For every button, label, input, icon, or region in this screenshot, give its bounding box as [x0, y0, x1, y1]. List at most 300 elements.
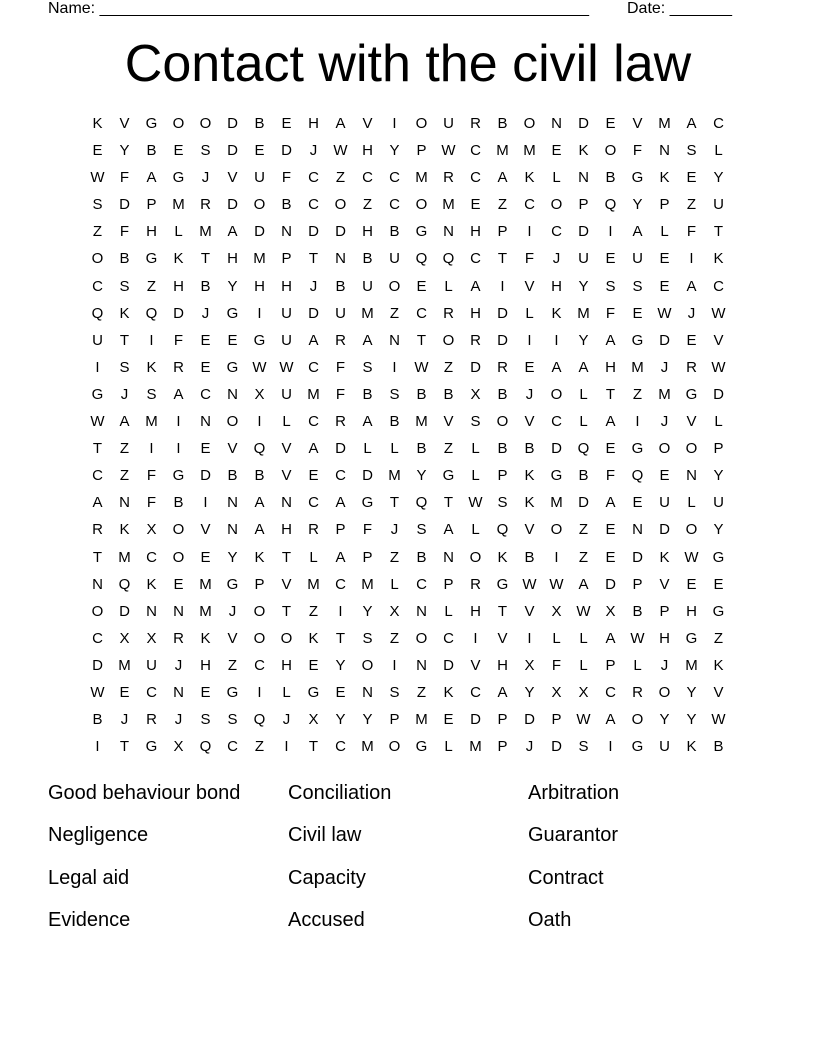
- grid-cell: S: [92, 196, 103, 214]
- grid-cell: Z: [389, 629, 400, 647]
- grid-cell: Y: [416, 467, 427, 485]
- grid-cell: O: [550, 196, 563, 214]
- grid-cell: H: [470, 602, 481, 620]
- grid-cell: N: [389, 331, 400, 349]
- grid-cell: M: [388, 467, 401, 485]
- grid-cell: B: [389, 223, 400, 241]
- grid-cell: X: [470, 385, 481, 403]
- grid-cell: O: [604, 142, 617, 160]
- grid-cell: K: [92, 115, 103, 132]
- grid-cell: M: [361, 738, 374, 756]
- grid-cell: I: [473, 629, 478, 647]
- grid-cell: G: [226, 575, 239, 593]
- grid-cell: M: [469, 738, 482, 756]
- grid-cell: W: [333, 142, 348, 160]
- grid-cell: F: [362, 521, 373, 539]
- grid-cell: O: [253, 629, 266, 647]
- grid-cell: B: [200, 277, 211, 295]
- grid-cell: G: [172, 467, 185, 485]
- grid-cell: W: [522, 575, 537, 593]
- grid-cell: Q: [415, 494, 428, 512]
- grid-cell: H: [659, 629, 670, 647]
- word-list-item: Good behaviour bond: [48, 782, 241, 804]
- grid-cell: R: [497, 358, 508, 376]
- grid-cell: M: [415, 169, 428, 187]
- grid-cell: E: [632, 494, 643, 512]
- grid-cell: D: [578, 494, 589, 512]
- grid-cell: B: [497, 440, 508, 458]
- grid-cell: A: [254, 494, 265, 512]
- grid-cell: T: [119, 331, 130, 349]
- grid-cell: S: [227, 711, 238, 729]
- grid-cell: I: [527, 331, 532, 349]
- grid-cell: A: [173, 385, 184, 403]
- grid-cell: Y: [389, 142, 400, 160]
- grid-cell: S: [362, 629, 373, 647]
- grid-cell: K: [713, 250, 724, 268]
- grid-cell: K: [173, 250, 184, 268]
- word-list-item: Oath: [528, 909, 572, 932]
- grid-cell: E: [416, 277, 427, 295]
- grid-cell: Z: [389, 304, 400, 322]
- grid-cell: O: [253, 602, 266, 620]
- grid-cell: P: [281, 250, 292, 268]
- grid-cell: C: [389, 169, 400, 187]
- grid-cell: Y: [335, 711, 346, 729]
- grid-cell: E: [119, 683, 130, 701]
- grid-cell: N: [281, 494, 292, 512]
- grid-cell: G: [685, 385, 698, 403]
- grid-cell: Z: [443, 440, 454, 458]
- grid-cell: U: [389, 250, 400, 268]
- grid-cell: E: [605, 115, 616, 132]
- grid-cell: W: [711, 358, 726, 376]
- grid-cell: H: [227, 250, 238, 268]
- grid-cell: Q: [145, 304, 158, 322]
- grid-cell: V: [497, 629, 508, 647]
- grid-cell: O: [253, 196, 266, 214]
- grid-cell: B: [254, 115, 265, 132]
- grid-cell: B: [632, 602, 643, 620]
- grid-cell: H: [281, 277, 292, 295]
- grid-cell: W: [441, 142, 456, 160]
- grid-cell: W: [684, 548, 699, 566]
- grid-cell: K: [524, 467, 535, 485]
- grid-cell: C: [308, 358, 319, 376]
- grid-cell: N: [227, 521, 238, 539]
- grid-cell: J: [120, 711, 129, 729]
- grid-cell: I: [554, 548, 559, 566]
- grid-cell: L: [552, 629, 561, 647]
- grid-cell: I: [635, 413, 640, 431]
- grid-cell: M: [496, 142, 509, 160]
- grid-cell: Z: [713, 629, 724, 647]
- grid-cell: Y: [227, 277, 238, 295]
- grid-cell: A: [443, 521, 454, 539]
- grid-cell: W: [414, 358, 429, 376]
- grid-cell: L: [309, 548, 318, 566]
- grid-cell: Q: [91, 304, 104, 322]
- grid-cell: M: [658, 385, 671, 403]
- grid-cell: K: [578, 142, 589, 160]
- grid-cell: J: [309, 142, 318, 160]
- grid-cell: G: [172, 169, 185, 187]
- grid-cell: C: [470, 169, 481, 187]
- grid-cell: G: [145, 115, 158, 132]
- grid-cell: U: [659, 738, 670, 756]
- grid-cell: A: [254, 521, 265, 539]
- grid-cell: Q: [604, 196, 617, 214]
- grid-cell: T: [335, 629, 346, 647]
- grid-cell: I: [392, 115, 397, 132]
- grid-cell: K: [551, 304, 562, 322]
- grid-cell: M: [415, 711, 428, 729]
- grid-cell: N: [416, 656, 427, 674]
- grid-cell: M: [199, 575, 212, 593]
- grid-cell: D: [470, 711, 481, 729]
- grid-cell: A: [335, 548, 346, 566]
- grid-cell: H: [362, 223, 373, 241]
- grid-cell: D: [335, 440, 346, 458]
- grid-cell: S: [146, 385, 157, 403]
- grid-cell: Q: [631, 467, 644, 485]
- grid-cell: C: [362, 169, 373, 187]
- grid-cell: X: [389, 602, 400, 620]
- grid-cell: V: [524, 277, 535, 295]
- grid-cell: Q: [415, 250, 428, 268]
- grid-cell: G: [226, 683, 239, 701]
- word-list-item: Negligence: [48, 824, 149, 847]
- grid-cell: G: [145, 738, 158, 756]
- grid-cell: E: [605, 440, 616, 458]
- grid-cell: S: [578, 738, 589, 756]
- grid-cell: L: [552, 169, 561, 187]
- grid-cell: Y: [578, 331, 589, 349]
- grid-cell: B: [362, 250, 373, 268]
- grid-cell: C: [335, 738, 346, 756]
- grid-cell: C: [335, 467, 346, 485]
- grid-cell: U: [281, 331, 292, 349]
- grid-cell: V: [227, 440, 238, 458]
- grid-cell: P: [659, 196, 670, 214]
- grid-cell: R: [443, 169, 454, 187]
- grid-cell: D: [713, 385, 724, 403]
- grid-cell: P: [497, 738, 508, 756]
- grid-cell: R: [335, 331, 346, 349]
- grid-cell: T: [389, 494, 400, 512]
- grid-cell: A: [605, 331, 616, 349]
- grid-cell: G: [631, 331, 644, 349]
- grid-cell: N: [227, 385, 238, 403]
- grid-cell: D: [308, 223, 319, 241]
- grid-cell: E: [605, 548, 616, 566]
- grid-cell: O: [469, 548, 482, 566]
- grid-cell: B: [173, 494, 184, 512]
- grid-cell: D: [173, 304, 184, 322]
- grid-cell: U: [659, 494, 670, 512]
- grid-cell: E: [200, 331, 211, 349]
- grid-cell: J: [282, 711, 291, 729]
- grid-cell: I: [95, 358, 100, 376]
- grid-cell: Z: [227, 656, 238, 674]
- grid-cell: N: [686, 467, 697, 485]
- grid-cell: Z: [146, 277, 157, 295]
- grid-cell: R: [632, 683, 643, 701]
- grid-cell: I: [527, 223, 532, 241]
- grid-cell: Z: [362, 196, 373, 214]
- grid-cell: D: [497, 304, 508, 322]
- grid-cell: Z: [578, 521, 589, 539]
- grid-cell: P: [605, 656, 616, 674]
- grid-cell: F: [335, 385, 346, 403]
- grid-cell: D: [119, 196, 130, 214]
- grid-cell: H: [551, 277, 562, 295]
- grid-cell: O: [658, 683, 671, 701]
- grid-cell: C: [551, 223, 562, 241]
- grid-cell: V: [659, 575, 670, 593]
- grid-cell: I: [500, 277, 505, 295]
- grid-cell: E: [200, 358, 211, 376]
- grid-cell: M: [550, 494, 563, 512]
- grid-cell: O: [658, 440, 671, 458]
- grid-cell: L: [444, 738, 453, 756]
- grid-cell: B: [335, 277, 346, 295]
- grid-cell: L: [579, 629, 588, 647]
- grid-cell: V: [524, 413, 535, 431]
- grid-cell: O: [226, 413, 239, 431]
- grid-cell: W: [549, 575, 564, 593]
- grid-cell: L: [363, 440, 372, 458]
- grid-cell: U: [281, 385, 292, 403]
- grid-cell: N: [362, 683, 373, 701]
- grid-cell: B: [92, 711, 103, 729]
- grid-cell: V: [281, 575, 292, 593]
- grid-cell: Y: [713, 467, 724, 485]
- grid-cell: W: [90, 683, 105, 701]
- grid-cell: A: [335, 115, 346, 132]
- grid-cell: Y: [713, 169, 724, 187]
- grid-cell: M: [658, 115, 671, 132]
- grid-cell: S: [389, 385, 400, 403]
- grid-cell: I: [149, 331, 154, 349]
- grid-cell: R: [443, 304, 454, 322]
- grid-cell: T: [281, 548, 292, 566]
- grid-cell: C: [92, 467, 103, 485]
- grid-cell: O: [388, 277, 401, 295]
- grid-cell: A: [605, 629, 616, 647]
- grid-cell: M: [442, 196, 455, 214]
- grid-cell: P: [362, 548, 373, 566]
- grid-cell: I: [257, 683, 262, 701]
- grid-cell: E: [686, 575, 697, 593]
- grid-cell: P: [389, 711, 400, 729]
- grid-cell: K: [443, 683, 454, 701]
- grid-cell: E: [443, 711, 454, 729]
- grid-cell: T: [92, 440, 103, 458]
- grid-cell: V: [524, 602, 535, 620]
- grid-cell: A: [227, 223, 238, 241]
- grid-cell: O: [496, 413, 509, 431]
- grid-cell: O: [550, 385, 563, 403]
- grid-cell: I: [176, 413, 181, 431]
- grid-cell: V: [686, 413, 697, 431]
- grid-cell: M: [577, 304, 590, 322]
- grid-cell: U: [578, 250, 589, 268]
- grid-cell: A: [605, 711, 616, 729]
- grid-cell: D: [119, 602, 130, 620]
- grid-cell: K: [686, 738, 697, 756]
- grid-cell: S: [200, 142, 211, 160]
- grid-cell: X: [551, 683, 562, 701]
- grid-cell: B: [146, 142, 157, 160]
- grid-cell: C: [335, 575, 346, 593]
- grid-cell: J: [228, 602, 237, 620]
- grid-cell: N: [335, 250, 346, 268]
- word-list: [48, 778, 768, 948]
- grid-cell: I: [392, 656, 397, 674]
- grid-cell: D: [632, 548, 643, 566]
- grid-cell: V: [200, 521, 211, 539]
- grid-cell: G: [550, 467, 563, 485]
- grid-cell: H: [308, 115, 319, 132]
- grid-cell: J: [201, 304, 210, 322]
- grid-cell: O: [685, 440, 698, 458]
- grid-cell: U: [254, 169, 265, 187]
- grid-cell: K: [497, 548, 508, 566]
- grid-cell: N: [119, 494, 130, 512]
- grid-cell: N: [443, 223, 454, 241]
- grid-cell: T: [308, 250, 319, 268]
- grid-cell: X: [524, 656, 535, 674]
- grid-cell: F: [119, 169, 130, 187]
- grid-cell: O: [172, 115, 185, 132]
- grid-cell: F: [524, 250, 535, 268]
- grid-cell: J: [552, 250, 561, 268]
- grid-cell: D: [200, 467, 211, 485]
- grid-cell: W: [279, 358, 294, 376]
- grid-cell: P: [146, 196, 157, 214]
- word-list-item: Evidence: [48, 909, 131, 932]
- grid-cell: G: [442, 467, 455, 485]
- grid-cell: R: [92, 521, 103, 539]
- grid-cell: U: [443, 115, 454, 132]
- grid-cell: X: [146, 521, 157, 539]
- grid-cell: F: [632, 142, 643, 160]
- grid-cell: G: [145, 250, 158, 268]
- grid-cell: B: [605, 169, 616, 187]
- grid-cell: L: [282, 413, 291, 431]
- grid-cell: S: [119, 358, 130, 376]
- grid-cell: S: [119, 277, 130, 295]
- grid-cell: E: [524, 358, 535, 376]
- grid-cell: J: [687, 304, 696, 322]
- grid-cell: D: [497, 331, 508, 349]
- grid-cell: A: [551, 358, 562, 376]
- grid-cell: G: [631, 440, 644, 458]
- grid-cell: A: [686, 277, 697, 295]
- grid-cell: G: [631, 738, 644, 756]
- grid-cell: X: [578, 683, 589, 701]
- grid-cell: I: [95, 738, 100, 756]
- page-title: Contact with the civil law: [124, 35, 692, 93]
- grid-cell: U: [146, 656, 157, 674]
- grid-cell: X: [605, 602, 616, 620]
- grid-cell: Z: [443, 358, 454, 376]
- grid-cell: Y: [227, 548, 238, 566]
- grid-cell: V: [281, 440, 292, 458]
- grid-cell: P: [659, 602, 670, 620]
- grid-cell: W: [711, 711, 726, 729]
- grid-cell: R: [173, 358, 184, 376]
- grid-cell: M: [415, 413, 428, 431]
- grid-cell: K: [254, 548, 265, 566]
- grid-cell: T: [119, 738, 130, 756]
- grid-cell: O: [334, 196, 347, 214]
- grid-cell: T: [443, 494, 454, 512]
- grid-cell: M: [118, 548, 131, 566]
- grid-cell: I: [608, 223, 613, 241]
- grid-cell: L: [714, 142, 723, 160]
- grid-cell: D: [254, 223, 265, 241]
- grid-cell: Y: [362, 602, 373, 620]
- grid-cell: V: [119, 115, 130, 132]
- grid-cell: C: [308, 196, 319, 214]
- grid-cell: B: [254, 467, 265, 485]
- grid-cell: J: [120, 385, 129, 403]
- grid-cell: L: [579, 413, 588, 431]
- name-field-label: Name: _______________________________________________________: [48, 0, 589, 17]
- grid-cell: N: [578, 169, 589, 187]
- grid-cell: G: [685, 629, 698, 647]
- grid-cell: E: [254, 142, 265, 160]
- grid-cell: O: [523, 115, 536, 132]
- grid-cell: Z: [92, 223, 103, 241]
- grid-cell: T: [308, 738, 319, 756]
- grid-cell: F: [119, 223, 130, 241]
- grid-cell: A: [632, 223, 643, 241]
- grid-cell: Y: [686, 683, 697, 701]
- grid-cell: S: [200, 711, 211, 729]
- grid-cell: C: [470, 142, 481, 160]
- grid-cell: F: [146, 494, 157, 512]
- grid-cell: O: [685, 521, 698, 539]
- grid-cell: N: [659, 142, 670, 160]
- grid-cell: P: [632, 575, 643, 593]
- grid-cell: Q: [442, 250, 455, 268]
- grid-cell: B: [524, 440, 535, 458]
- grid-cell: H: [686, 602, 697, 620]
- grid-cell: C: [227, 738, 238, 756]
- grid-cell: U: [92, 331, 103, 349]
- grid-cell: O: [280, 629, 293, 647]
- grid-cell: A: [92, 494, 103, 512]
- word-list-item: Guarantor: [528, 824, 619, 847]
- grid-cell: O: [172, 548, 185, 566]
- grid-cell: K: [146, 358, 157, 376]
- grid-cell: O: [415, 115, 428, 132]
- grid-cell: E: [605, 250, 616, 268]
- grid-cell: A: [470, 277, 481, 295]
- grid-cell: E: [173, 575, 184, 593]
- grid-cell: A: [362, 331, 373, 349]
- grid-cell: E: [173, 142, 184, 160]
- grid-cell: G: [361, 494, 374, 512]
- grid-cell: D: [659, 331, 670, 349]
- grid-cell: B: [497, 385, 508, 403]
- grid-cell: W: [711, 304, 726, 322]
- grid-cell: C: [308, 494, 319, 512]
- grid-cell: R: [308, 521, 319, 539]
